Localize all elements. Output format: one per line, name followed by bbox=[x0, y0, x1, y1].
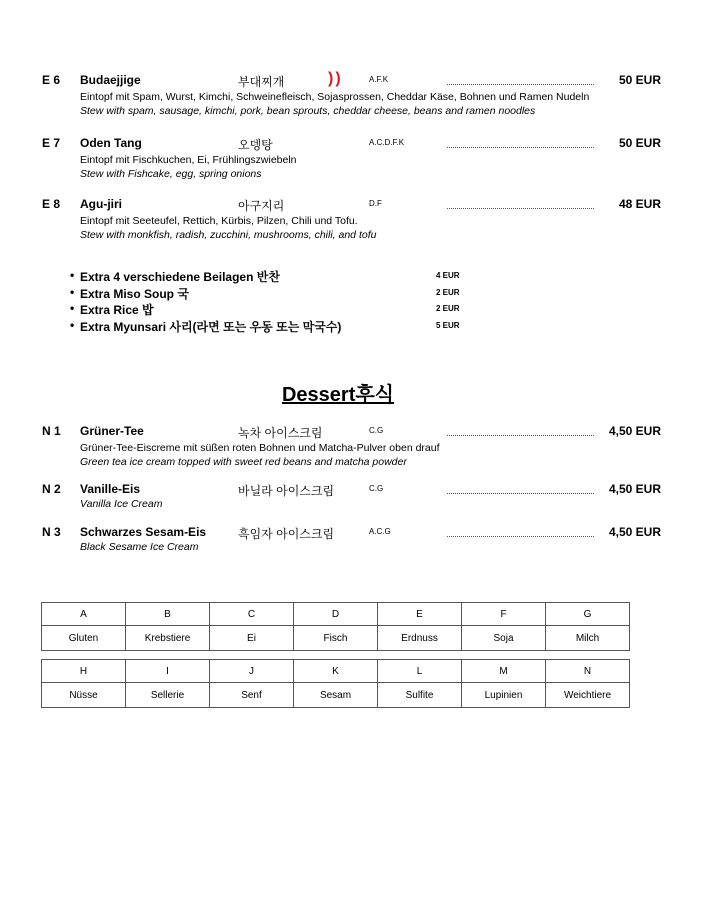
item-allergens: A.F.K bbox=[369, 75, 389, 84]
allergen-name: Sellerie bbox=[126, 683, 210, 708]
item-name: Budaejjige bbox=[80, 73, 141, 87]
dot-leader bbox=[447, 208, 594, 209]
item-description-en: Green tea ice cream topped with sweet red beans and matcha powder bbox=[80, 456, 407, 468]
spicy-icon: )) bbox=[328, 70, 343, 87]
dot-leader bbox=[447, 435, 594, 436]
item-description-en: Vanilla Ice Cream bbox=[80, 498, 163, 510]
allergen-letter: C bbox=[210, 603, 294, 626]
item-code: E 6 bbox=[42, 73, 61, 87]
extra-label: Extra Myunsari 사리(라면 또는 우동 또는 막국수) bbox=[80, 319, 342, 334]
extra-label: Extra 4 verschiedene Beilagen 반찬 bbox=[80, 270, 280, 284]
allergen-letter: D bbox=[294, 603, 378, 626]
allergen-name: Fisch bbox=[294, 626, 378, 651]
item-code: E 7 bbox=[42, 136, 61, 150]
bullet-icon: • bbox=[70, 317, 75, 332]
allergen-name: Gluten bbox=[42, 626, 126, 651]
item-korean-name: 흑임자 아이스크림 bbox=[238, 527, 335, 541]
allergen-letter: H bbox=[42, 660, 126, 683]
allergen-name: Nüsse bbox=[42, 683, 126, 708]
allergen-letter: N bbox=[546, 660, 630, 683]
item-name: Oden Tang bbox=[80, 136, 142, 150]
allergen-name: Sesam bbox=[294, 683, 378, 708]
allergen-letter: L bbox=[378, 660, 462, 683]
dessert-section-title bbox=[0, 378, 676, 407]
extra-label: Extra Miso Soup 국 bbox=[80, 286, 189, 301]
bullet-icon: • bbox=[70, 284, 75, 299]
extra-price: 5 EUR bbox=[436, 320, 460, 330]
bullet-icon: • bbox=[70, 301, 75, 315]
allergen-table-2 bbox=[41, 659, 630, 708]
dot-leader bbox=[447, 84, 594, 85]
item-korean-name: 녹차 아이스크림 bbox=[238, 426, 323, 440]
item-price: 4,50 EUR bbox=[608, 525, 661, 539]
bullet-icon: • bbox=[70, 268, 75, 282]
dot-leader bbox=[447, 493, 594, 494]
item-allergens: A.C.D.F.K bbox=[369, 138, 405, 147]
item-code: N 1 bbox=[42, 424, 61, 438]
allergen-name: Ei bbox=[210, 626, 294, 651]
item-name: Schwarzes Sesam-Eis bbox=[80, 525, 207, 539]
allergen-table-1 bbox=[41, 602, 630, 651]
allergen-name-row bbox=[42, 683, 630, 708]
item-price: 4,50 EUR bbox=[608, 424, 661, 438]
item-description-en: Stew with spam, sausage, kimchi, pork, bean sprouts, cheddar cheese, beans and ramen noodles bbox=[80, 105, 536, 117]
item-description-en: Black Sesame Ice Cream bbox=[80, 541, 199, 553]
allergen-name: Krebstiere bbox=[126, 626, 210, 651]
allergen-letter: F bbox=[462, 603, 546, 626]
item-allergens: D.F bbox=[369, 199, 382, 208]
allergen-name: Erdnuss bbox=[378, 626, 462, 651]
allergen-letter-row bbox=[42, 660, 630, 683]
item-name: Grüner-Tee bbox=[80, 424, 144, 438]
item-korean-name: 바닐라 아이스크림 bbox=[238, 484, 335, 498]
allergen-letter: B bbox=[126, 603, 210, 626]
item-price: 50 EUR bbox=[618, 73, 661, 87]
extra-price: 2 EUR bbox=[436, 304, 460, 313]
allergen-letter: I bbox=[126, 660, 210, 683]
item-code: N 2 bbox=[42, 482, 61, 496]
item-price: 4,50 EUR bbox=[608, 482, 661, 496]
dot-leader bbox=[447, 147, 594, 148]
item-description-de: Eintopf mit Spam, Wurst, Kimchi, Schweinefleisch, Sojasprossen, Cheddar Käse, Bohnen und Ramen Nudeln bbox=[80, 91, 590, 103]
allergen-letter: G bbox=[546, 603, 630, 626]
extra-price: 2 EUR bbox=[436, 287, 460, 297]
extra-label: Extra Rice 밥 bbox=[80, 303, 154, 317]
allergen-letter: E bbox=[378, 603, 462, 626]
allergen-letter: A bbox=[42, 603, 126, 626]
item-korean-name: 오뎅탕 bbox=[238, 138, 273, 152]
extra-item bbox=[70, 301, 490, 318]
allergen-name: Sulfite bbox=[378, 683, 462, 708]
item-description-en: Stew with monkfish, radish, zucchini, mushrooms, chili, and tofu bbox=[80, 229, 377, 241]
allergen-name: Soja bbox=[462, 626, 546, 651]
dessert-title-text: Dessert후식 bbox=[281, 384, 395, 406]
item-description-de: Grüner-Tee-Eiscreme mit süßen roten Bohnen und Matcha-Pulver oben drauf bbox=[80, 442, 440, 454]
extra-item bbox=[70, 285, 490, 302]
item-name: Vanille-Eis bbox=[80, 482, 141, 496]
item-allergens: C.G bbox=[369, 426, 384, 435]
item-name: Agu-jiri bbox=[80, 197, 122, 211]
item-korean-name: 부대찌개 bbox=[238, 75, 285, 89]
item-code: N 3 bbox=[42, 525, 61, 539]
item-price: 50 EUR bbox=[618, 136, 661, 150]
item-allergens: A.C.G bbox=[369, 527, 391, 536]
allergen-letter: K bbox=[294, 660, 378, 683]
item-description-de: Eintopf mit Seeteufel, Rettich, Kürbis, Pilzen, Chili und Tofu. bbox=[80, 215, 358, 227]
dot-leader bbox=[447, 536, 594, 537]
item-code: E 8 bbox=[42, 197, 61, 211]
item-description-de: Eintopf mit Fischkuchen, Ei, Frühlingszwiebeln bbox=[80, 154, 297, 166]
item-price: 48 EUR bbox=[618, 197, 661, 211]
item-description-en: Stew with Fishcake, egg, spring onions bbox=[80, 168, 262, 180]
item-korean-name: 아구지리 bbox=[238, 199, 285, 213]
extra-item bbox=[70, 318, 490, 335]
allergen-letter-row bbox=[42, 603, 630, 626]
allergen-letter: M bbox=[462, 660, 546, 683]
allergen-name: Weichtiere bbox=[546, 683, 630, 708]
allergen-name: Milch bbox=[546, 626, 630, 651]
item-allergens: C.G bbox=[369, 484, 384, 493]
allergen-name: Lupinien bbox=[462, 683, 546, 708]
allergen-letter: J bbox=[210, 660, 294, 683]
extras-list bbox=[70, 268, 490, 334]
extra-item bbox=[70, 268, 490, 285]
allergen-name: Senf bbox=[210, 683, 294, 708]
extra-price: 4 EUR bbox=[436, 271, 460, 280]
allergen-name-row bbox=[42, 626, 630, 651]
